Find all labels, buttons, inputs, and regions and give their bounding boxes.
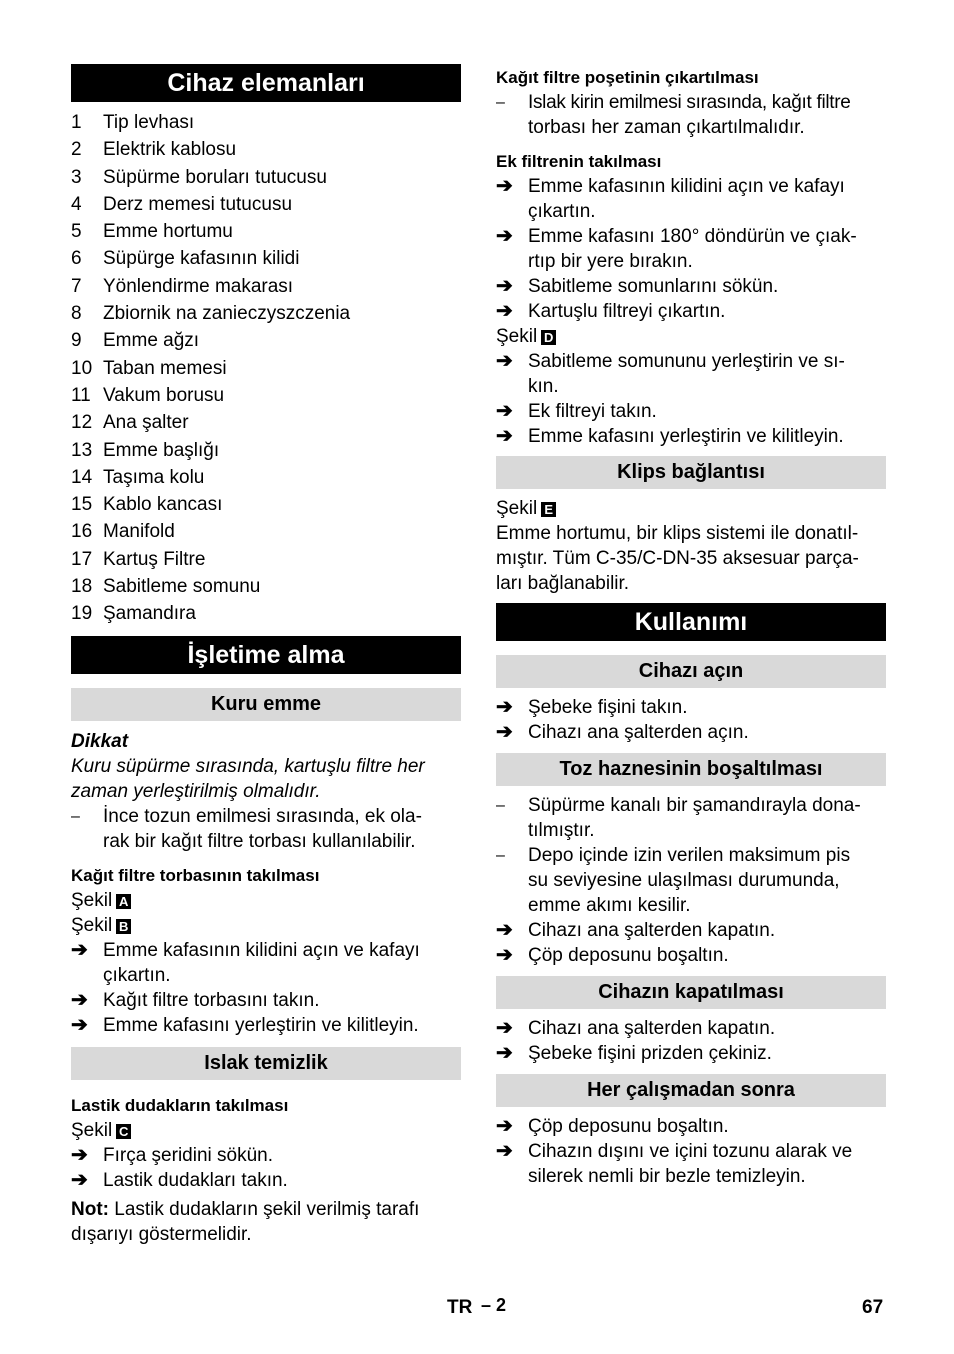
step-item: ➔ Sabitleme somununu yerleştirin ve sı- <box>496 350 845 372</box>
list-item: 15 Kablo kancası <box>71 494 223 516</box>
list-item: 2 Elektrik kablosu <box>71 139 237 161</box>
arrow-right-icon: ➔ <box>496 400 513 422</box>
step-item: çıkartın. <box>103 964 171 986</box>
list-item: 1 Tip levhası <box>71 112 195 133</box>
list-item: 14 Taşıma kolu <box>71 466 205 488</box>
list-item: 18 Sabitleme somunu <box>71 576 261 598</box>
caution-text: Kuru süpürme sırasında, kartuşlu filtre her <box>71 755 425 777</box>
step-item: silerek nemli bir bezle temizleyin. <box>528 1166 806 1187</box>
list-item: 4 Derz memesi tutucusu <box>71 193 293 215</box>
arrow-right-icon: ➔ <box>71 1143 88 1166</box>
subsection-heading-empty: Toz haznesinin boşaltılması <box>496 753 886 786</box>
step-item: ➔ Emme kafasının kilidini açın ve kafayı <box>496 175 845 197</box>
step-item: rtıp bir yere bırakın. <box>528 251 693 272</box>
subsection-heading-after: Her çalışmadan sonra <box>496 1074 886 1107</box>
step-item: ➔ Emme kafasının kilidini açın ve kafayı <box>71 938 420 961</box>
step-item: ➔ Cihazı ana şalterden açın. <box>496 721 749 743</box>
subsection-heading-clip: Klips bağlantısı <box>496 456 886 489</box>
section-heading-startup: İşletime alma <box>71 636 461 674</box>
list-item: 7 Yönlendirme makarası <box>71 275 294 297</box>
arrow-right-icon: ➔ <box>496 275 513 297</box>
note: Not: Lastik dudakların şekil verilmiş tarafı <box>71 1198 420 1220</box>
arrow-right-icon: ➔ <box>496 721 513 743</box>
lips-heading: Lastik dudakların takılması <box>71 1095 289 1115</box>
step-item: ➔ Emme kafasını 180° döndürün ve çıak- <box>496 225 857 247</box>
list-item: 3 Süpürme boruları tutucusu <box>71 166 327 188</box>
subsection-heading-on: Cihazı açın <box>496 655 886 688</box>
arrow-right-icon: ➔ <box>496 225 513 247</box>
step-item: ➔ Şebeke fişini takın. <box>496 696 688 718</box>
figure-b-badge: B <box>116 919 131 934</box>
clip-text: ları bağlanabilir. <box>496 573 630 594</box>
clip-text: mıştır. Tüm C-35/C-DN-35 aksesuar parça- <box>496 548 859 569</box>
step-item: ➔ Çöp deposunu boşaltın. <box>496 1115 729 1137</box>
figure-ref: Şekil E <box>496 496 886 521</box>
clip-text: Emme hortumu, bir klips sistemi ile donatıl- <box>496 523 859 544</box>
arrow-right-icon: ➔ <box>496 919 513 941</box>
arrow-right-icon: ➔ <box>496 300 513 322</box>
figure-ref: Şekil D <box>496 324 886 349</box>
figure-ref: Şekil B <box>71 913 461 938</box>
section-heading-components: Cihaz elemanları <box>71 64 461 102</box>
dash-item: rak bir kağıt filtre torbası kullanılabilir. <box>103 830 416 852</box>
arrow-right-icon: ➔ <box>71 938 88 961</box>
arrow-right-icon: ➔ <box>71 988 88 1011</box>
step-item: ➔ Kartuşlu filtreyi çıkartın. <box>496 300 726 322</box>
left-column <box>71 64 461 1247</box>
step-item: ➔ Emme kafasını yerleştirin ve kilitleyin. <box>71 1013 419 1036</box>
figure-a-badge: A <box>116 894 131 909</box>
page-number: 67 <box>862 1297 884 1318</box>
bag-remove-heading: Kağıt filtre poşetinin çıkartılması <box>496 68 759 87</box>
figure-e-badge: E <box>541 502 556 517</box>
arrow-right-icon: ➔ <box>496 1017 513 1039</box>
list-item: 12 Ana şalter <box>71 412 189 434</box>
list-item: 13 Emme başlığı <box>71 439 220 461</box>
dash-item: emme akımı kesilir. <box>528 895 691 916</box>
list-item: 10 Taban memesi <box>71 357 227 379</box>
figure-d-badge: D <box>541 330 556 345</box>
dash-item: tılmıştır. <box>528 820 595 841</box>
footer-language: TR <box>447 1297 473 1318</box>
arrow-right-icon: ➔ <box>496 1140 513 1162</box>
dash-item: – İnce tozun emilmesi sırasında, ek ola- <box>71 805 422 827</box>
right-column <box>496 64 886 1189</box>
step-item: ➔ Kağıt filtre torbasını takın. <box>71 988 320 1011</box>
dash-item: torbası her zaman çıkartılmalıdır. <box>528 117 805 138</box>
footer-section: – 2 <box>481 1295 507 1315</box>
list-item: 17 Kartuş Filtre <box>71 548 206 570</box>
arrow-right-icon: ➔ <box>496 350 513 372</box>
caution-text: zaman yerleştirilmiş olmalıdır. <box>71 780 321 802</box>
list-item: 5 Emme hortumu <box>71 221 233 243</box>
arrow-right-icon: ➔ <box>496 1042 513 1064</box>
dash-item: – Islak kirin emilmesi sırasında, kağıt filtre <box>496 92 851 113</box>
section-heading-usage: Kullanımı <box>496 603 886 641</box>
dash-item: su seviyesine ulaşılması durumunda, <box>528 870 840 891</box>
arrow-right-icon: ➔ <box>496 1115 513 1137</box>
caution-label: Dikkat <box>71 730 129 752</box>
subsection-heading-off: Cihazın kapatılması <box>496 976 886 1009</box>
step-item: ➔ Emme kafasını yerleştirin ve kilitleyin. <box>496 425 844 447</box>
step-item: ➔ Çöp deposunu boşaltın. <box>496 944 729 966</box>
arrow-right-icon: ➔ <box>496 175 513 197</box>
list-item: 9 Emme ağzı <box>71 330 200 352</box>
step-item: çıkartın. <box>528 201 596 222</box>
step-item: kın. <box>528 376 559 397</box>
components-list <box>71 109 461 628</box>
note: dışarıyı göstermelidir. <box>71 1223 252 1245</box>
step-item: ➔ Cihazı ana şalterden kapatın. <box>496 1017 776 1039</box>
list-item: 19 Şamandıra <box>71 603 196 625</box>
list-item: 8 Zbiornik na zanieczyszczenia <box>71 303 351 325</box>
step-item: ➔ Şebeke fişini prizden çekiniz. <box>496 1042 772 1064</box>
subsection-heading-wet: Islak temizlik <box>71 1047 461 1080</box>
dash-item: – Süpürme kanalı bir şamandırayla dona- <box>496 795 861 816</box>
extra-filter-heading: Ek filtrenin takılması <box>496 152 662 171</box>
arrow-right-icon: ➔ <box>71 1013 88 1036</box>
step-item: ➔ Lastik dudakları takın. <box>71 1168 288 1191</box>
bag-install-heading: Kağıt filtre torbasının takılması <box>71 865 320 885</box>
list-item: 11 Vakum borusu <box>71 384 225 406</box>
arrow-right-icon: ➔ <box>496 696 513 718</box>
step-item: ➔ Fırça şeridini sökün. <box>71 1143 274 1166</box>
figure-ref: Şekil C <box>71 1118 461 1143</box>
list-item: 16 Manifold <box>71 521 175 543</box>
step-item: ➔ Cihazı ana şalterden kapatın. <box>496 919 776 941</box>
step-item: ➔ Cihazın dışını ve içini tozunu alarak ve <box>496 1140 853 1162</box>
arrow-right-icon: ➔ <box>496 944 513 966</box>
dash-item: – Depo içinde izin verilen maksimum pis <box>496 845 851 866</box>
subsection-heading-dry: Kuru emme <box>71 688 461 721</box>
arrow-right-icon: ➔ <box>496 425 513 447</box>
step-item: ➔ Ek filtreyi takın. <box>496 400 657 422</box>
figure-ref: Şekil A <box>71 888 461 913</box>
step-item: ➔ Sabitleme somunlarını sökün. <box>496 275 779 297</box>
list-item: 6 Süpürge kafasının kilidi <box>71 248 300 270</box>
figure-c-badge: C <box>116 1124 131 1139</box>
arrow-right-icon: ➔ <box>71 1168 88 1191</box>
